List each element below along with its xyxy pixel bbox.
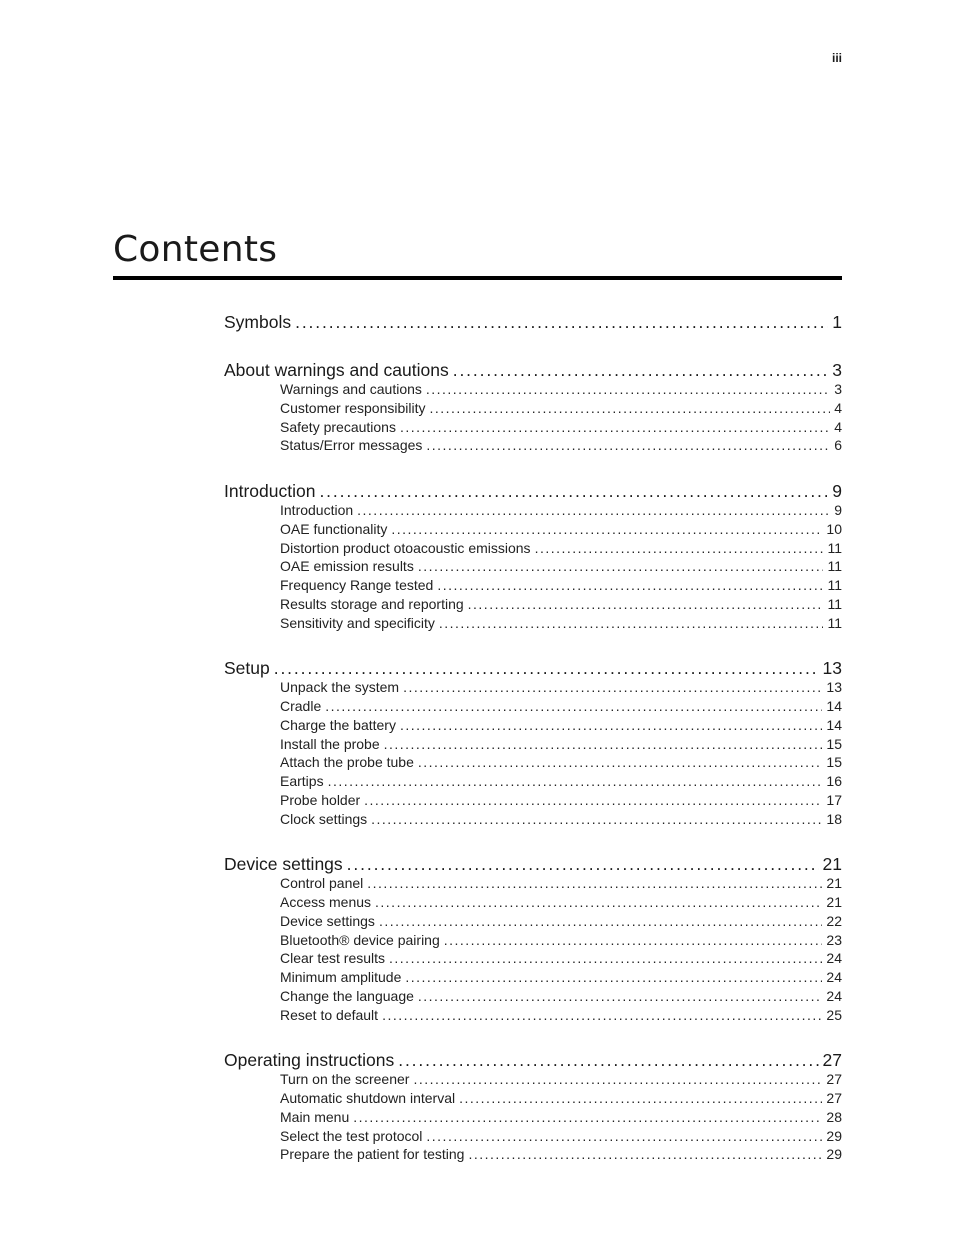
toc-subentry[interactable] [280, 614, 842, 633]
toc-page-number: 27 [822, 1050, 842, 1071]
toc-subentry-title: Clear test results [280, 950, 386, 967]
toc-subentry[interactable] [280, 1006, 842, 1025]
dot-leader [444, 931, 823, 950]
toc-subentry[interactable] [280, 949, 842, 968]
toc-subentry[interactable] [280, 418, 842, 437]
dot-leader [468, 595, 824, 614]
toc-page-number: 25 [826, 1006, 842, 1023]
dot-leader [453, 358, 829, 382]
toc-subentry-title: Clock settings [280, 810, 368, 827]
toc-page-number: 24 [826, 950, 842, 967]
dot-leader [418, 753, 823, 772]
toc-page-number: 28 [826, 1108, 842, 1125]
toc-subentry[interactable] [280, 1127, 842, 1146]
toc-section [224, 852, 842, 1024]
toc-subentry[interactable] [280, 1145, 842, 1164]
toc-subentry-title: Bluetooth® device pairing [280, 931, 440, 948]
toc-subentry-title: Introduction [280, 502, 354, 518]
dot-leader [389, 949, 822, 968]
toc-page-number: 3 [834, 381, 842, 397]
toc-subentry[interactable] [280, 436, 842, 455]
dot-leader [328, 772, 823, 791]
toc-section-entry[interactable] [224, 310, 842, 334]
toc-page-number: 24 [826, 969, 842, 985]
dot-leader [426, 436, 830, 455]
toc-subentry[interactable] [280, 931, 842, 950]
toc-subentry[interactable] [280, 697, 842, 716]
toc-subentry-title: Distortion product otoacoustic emissions [280, 539, 531, 556]
toc-subentry-title: Main menu [280, 1108, 350, 1125]
dot-leader [347, 852, 819, 876]
toc-subentry-title: OAE functionality [280, 520, 388, 537]
toc-subentry[interactable] [280, 557, 842, 576]
dot-leader [384, 735, 823, 754]
toc-subentry[interactable] [280, 520, 842, 539]
toc-section [224, 1048, 842, 1164]
toc-subentry[interactable] [280, 735, 842, 754]
title-rule [113, 276, 842, 280]
toc-page-number: 11 [827, 577, 842, 593]
dot-leader [418, 987, 823, 1006]
dot-leader [400, 418, 830, 437]
toc-subentry[interactable] [280, 810, 842, 829]
toc-section [224, 310, 842, 334]
toc-page-number: 4 [834, 418, 842, 435]
toc-page-number: 13 [822, 658, 842, 679]
toc-section-entry[interactable] [224, 358, 842, 382]
toc-subentry-title: Customer responsibility [280, 399, 426, 416]
toc-page-number: 16 [826, 773, 842, 789]
toc-subentry-title: Charge the battery [280, 716, 396, 733]
dot-leader [418, 557, 824, 576]
dot-leader [426, 1127, 822, 1146]
dot-leader [353, 1108, 822, 1127]
toc-subentry-title: Warnings and cautions [280, 381, 422, 397]
toc-section-title: About warnings and cautions [224, 360, 449, 380]
toc-subentry-title: Cradle [280, 698, 322, 714]
toc-page-number: 15 [826, 754, 842, 771]
toc-page-number: 21 [822, 854, 842, 875]
toc-subentry-title: Reset to default [280, 1006, 379, 1023]
page-number: iii [831, 51, 842, 65]
toc-subentry-title: Frequency Range tested [280, 577, 434, 593]
dot-leader [398, 1048, 818, 1072]
toc-subentry-list [224, 678, 842, 828]
toc-subentry-title: Change the language [280, 987, 414, 1004]
toc-page-number: 24 [826, 987, 842, 1004]
toc-subentry-title: Prepare the patient for testing [280, 1146, 465, 1163]
toc-subentry[interactable] [280, 716, 842, 735]
toc-subentry[interactable] [280, 501, 842, 520]
toc-subentry[interactable] [280, 987, 842, 1006]
dot-leader [426, 380, 830, 399]
toc-subentry-title: Safety precautions [280, 418, 396, 435]
toc-section-title: Operating instructions [224, 1050, 395, 1071]
toc-section-title: Symbols [224, 312, 292, 332]
toc-page-number: 18 [826, 810, 842, 827]
toc-page-number: 14 [826, 698, 842, 714]
toc-page-number: 6 [834, 437, 842, 454]
toc-page-number: 23 [826, 931, 842, 948]
toc-subentry-list [224, 380, 842, 455]
toc-subentry[interactable] [280, 380, 842, 399]
toc-subentry-title: Turn on the screener [280, 1071, 410, 1088]
toc-page-number: 17 [826, 791, 842, 808]
dot-leader [400, 716, 822, 735]
toc-page-number: 4 [834, 399, 842, 416]
dot-leader [319, 479, 828, 503]
toc-section-entry[interactable] [224, 479, 842, 503]
toc-subentry-title: Minimum amplitude [280, 969, 402, 985]
toc-subentry-title: Unpack the system [280, 679, 400, 696]
dot-leader [375, 893, 822, 912]
toc-subentry-title: Install the probe [280, 735, 380, 752]
toc-subentry[interactable] [280, 874, 842, 893]
toc-subentry-list [224, 1070, 842, 1164]
toc-section-title: Setup [224, 658, 270, 679]
dot-leader [430, 399, 831, 418]
toc-page-number: 22 [826, 912, 842, 929]
toc-subentry[interactable] [280, 1089, 842, 1108]
toc-subentry-list [224, 501, 842, 632]
toc-subentry-title: OAE emission results [280, 558, 414, 575]
toc-subentry-title: Probe holder [280, 791, 361, 808]
toc-subentry[interactable] [280, 1070, 842, 1089]
toc-section-entry[interactable] [224, 1048, 842, 1072]
toc-page-number: 14 [826, 716, 842, 733]
dot-leader [535, 539, 824, 558]
toc-section-title: Introduction [224, 481, 316, 501]
toc-subentry-title: Access menus [280, 894, 372, 910]
toc-subentry[interactable] [280, 968, 842, 987]
toc-subentry-title: Control panel [280, 875, 364, 892]
toc-page-number: 9 [834, 502, 842, 518]
dot-leader [367, 874, 822, 893]
dot-leader [325, 697, 822, 716]
toc-subentry-title: Results storage and reporting [280, 595, 464, 612]
dot-leader [357, 501, 830, 520]
toc-page-number: 15 [826, 735, 842, 752]
dot-leader [371, 810, 822, 829]
toc-subentry[interactable] [280, 893, 842, 912]
page-title: Contents [113, 229, 278, 270]
toc-subentry-title: Status/Error messages [280, 437, 423, 454]
toc-page-number: 11 [827, 614, 842, 631]
dot-leader [379, 912, 822, 931]
toc-subentry[interactable] [280, 912, 842, 931]
toc-subentry[interactable] [280, 753, 842, 772]
toc-subentry[interactable] [280, 1108, 842, 1127]
dot-leader [364, 791, 822, 810]
toc-subentry[interactable] [280, 772, 842, 791]
toc-page-number: 9 [832, 481, 842, 501]
toc-page-number: 27 [826, 1071, 842, 1088]
toc-subentry-title: Device settings [280, 912, 375, 929]
dot-leader [468, 1145, 822, 1164]
toc-page-number: 27 [826, 1090, 842, 1106]
toc-page-number: 13 [826, 679, 842, 696]
toc-subentry[interactable] [280, 576, 842, 595]
toc-page-number: 11 [827, 539, 842, 556]
dot-leader [403, 678, 822, 697]
toc-subentry[interactable] [280, 539, 842, 558]
toc-section [224, 358, 842, 455]
dot-leader [459, 1089, 822, 1108]
toc-section-title: Device settings [224, 854, 343, 875]
toc-subentry[interactable] [280, 678, 842, 697]
toc-subentry[interactable] [280, 791, 842, 810]
toc-subentry-title: Sensitivity and specificity [280, 614, 435, 631]
toc-page-number: 10 [826, 520, 842, 537]
toc-section [224, 479, 842, 632]
toc-page-number: 1 [832, 312, 842, 332]
toc-page-number: 11 [827, 595, 842, 612]
toc-page-number: 3 [832, 360, 842, 380]
dot-leader [405, 968, 822, 987]
dot-leader [382, 1006, 822, 1025]
toc-subentry-title: Attach the probe tube [280, 754, 414, 771]
toc-subentry-title: Eartips [280, 773, 324, 789]
toc-section [224, 656, 842, 828]
toc-subentry[interactable] [280, 595, 842, 614]
toc-subentry[interactable] [280, 399, 842, 418]
dot-leader [391, 520, 822, 539]
dot-leader [295, 310, 828, 334]
table-of-contents [224, 310, 842, 1188]
dot-leader [439, 614, 824, 633]
toc-page-number: 21 [826, 875, 842, 892]
dot-leader [413, 1070, 822, 1089]
toc-subentry-list [224, 874, 842, 1024]
toc-subentry-title: Select the test protocol [280, 1127, 423, 1144]
toc-page-number: 21 [826, 894, 842, 910]
toc-section-entry[interactable] [224, 656, 842, 680]
toc-page-number: 29 [826, 1146, 842, 1163]
toc-page-number: 11 [827, 558, 842, 575]
toc-subentry-title: Automatic shutdown interval [280, 1090, 456, 1106]
toc-section-entry[interactable] [224, 852, 842, 876]
dot-leader [437, 576, 823, 595]
dot-leader [274, 656, 819, 680]
toc-page-number: 29 [826, 1127, 842, 1144]
